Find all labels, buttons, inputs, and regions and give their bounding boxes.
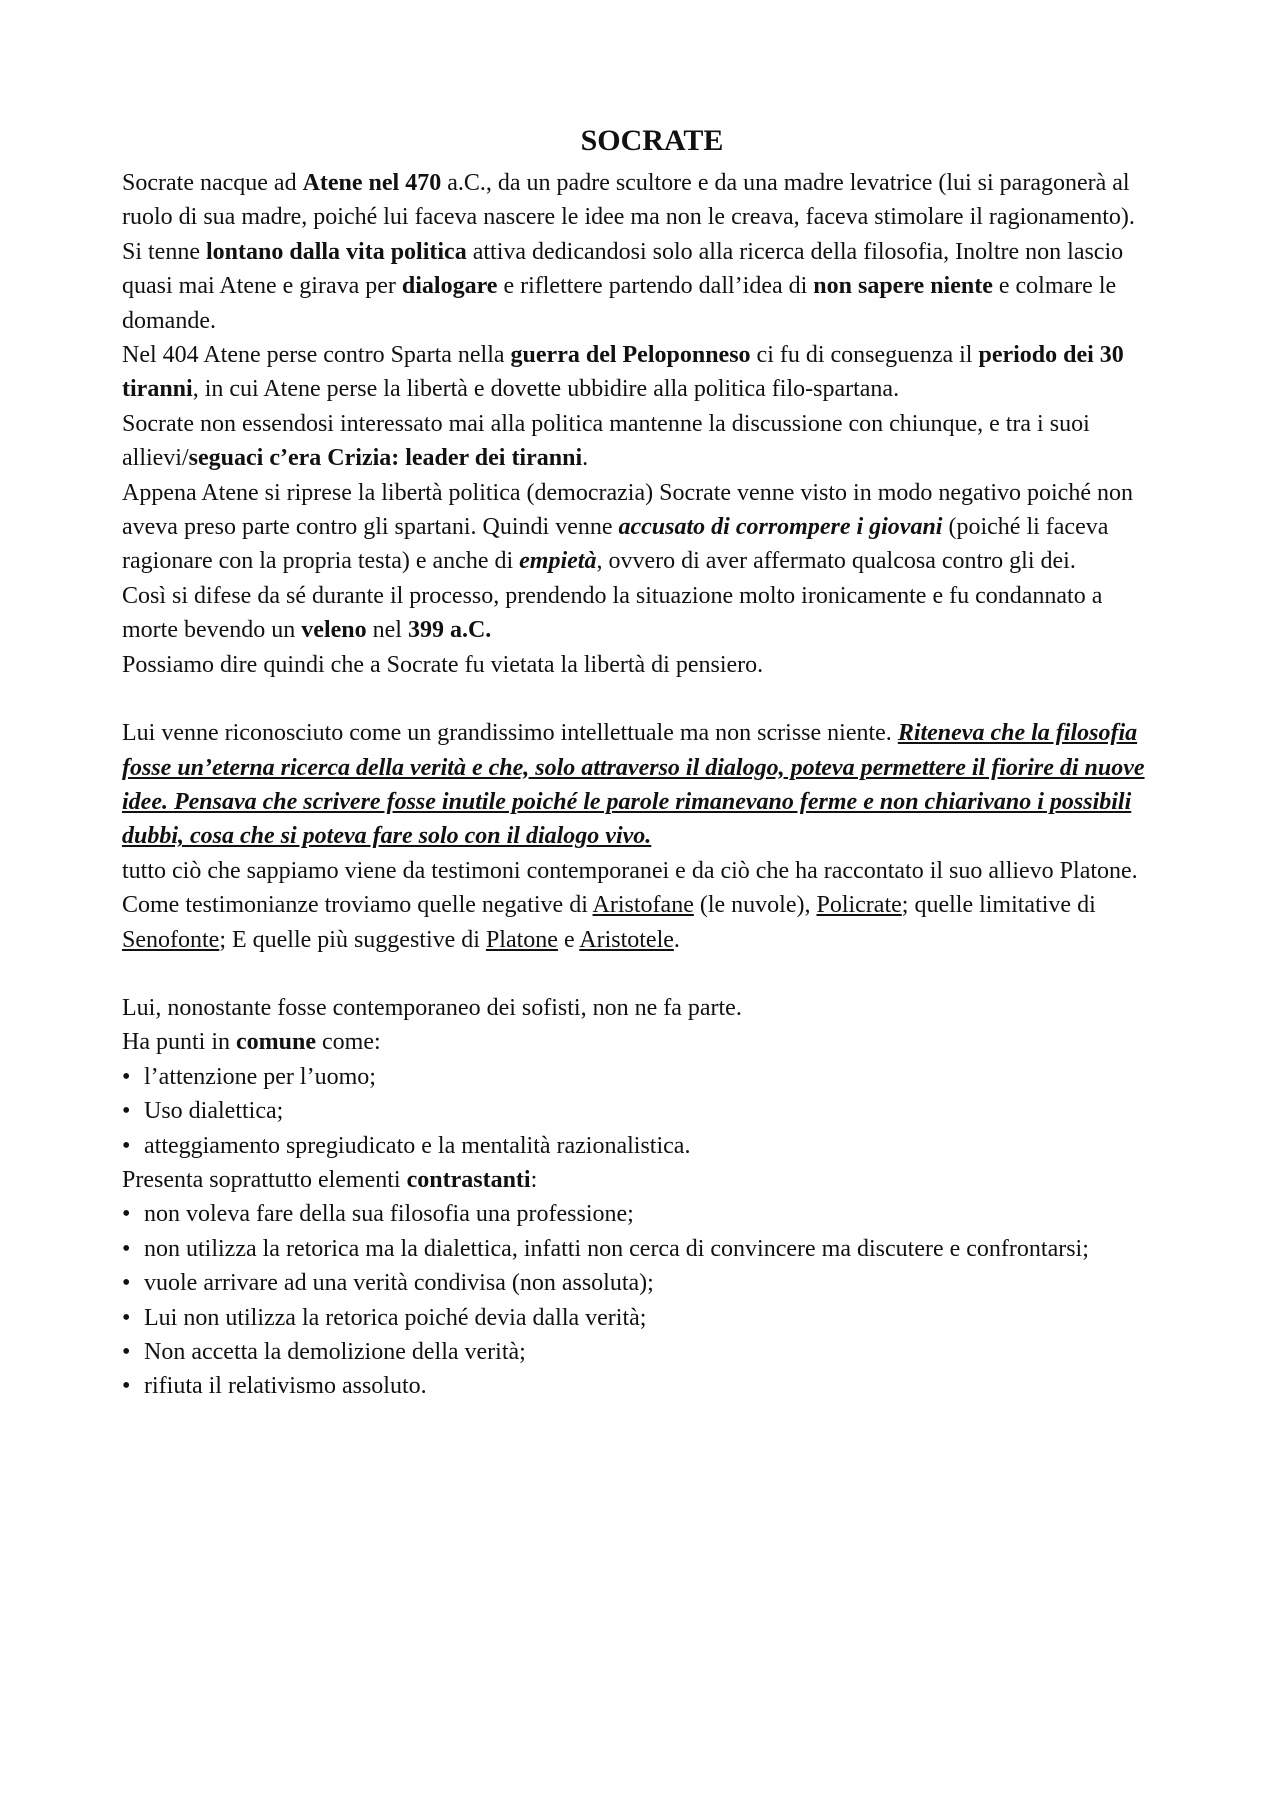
bold-text: 399 a.C. [407, 617, 492, 644]
underlined-name-platone: Platone [485, 926, 558, 953]
common-points-list [122, 1060, 1162, 1163]
paragraph-war: Nel 404 Atene perse contro Sparta nella guerra del Peloponneso ci fu di conseguenza il periodo dei 30 tiranni, in cui Atene perse la libertà e dovette ubbidire alla politica filo-spartana. [122, 342, 1124, 403]
bold-italic-underlined-text: Riteneva che la filosofia fosse un’eterna ricerca della verità e che, solo attraverso il dialogo, poteva permettere il fiorire di nuove idee. Pensava che scrivere fosse inutile poiché le parole rimanevano ferme e non chiarivano i possibili dubbi, cosa che si poteva fare solo con il dialogo vivo. [122, 720, 1145, 850]
paragraph-dialogue: Lui venne riconosciuto come un grandissimo intellettuale ma non scrisse niente. Riteneva che la filosofia fosse un’eterna ricerca della verità e che, solo attraverso il dialogo, poteva permettere il fiorire di nuove idee. Pensava che scrivere fosse inutile poiché le parole rimanevano ferme e non chiarivano i possibili dubbi, cosa che si poteva fare solo con il dialogo vivo. [122, 720, 1145, 850]
paragraph-contrast-intro: Presenta soprattutto elementi contrastanti: [122, 1166, 538, 1193]
paragraph-testimonies: Come testimonianze troviamo quelle negative di Aristofane (le nuvole), Policrate; quelle limitative di Senofonte; E quelle più suggestive di Platone e Aristotele. [122, 892, 1096, 953]
paragraph-sophists: Lui, nonostante fosse contemporaneo dei sofisti, non ne fa parte. [122, 994, 742, 1021]
paragraph-trial: Così si difese da sé durante il processo, prendendo la situazione molto ironicamente e fu condannato a morte bevendo un veleno nel 399 a.C. [122, 582, 1103, 644]
list-item: • Lui non utilizza la retorica poiché devia dalla verità; [122, 1301, 1162, 1335]
list-item: • rifiuta il relativismo assoluto. [122, 1369, 1162, 1403]
paragraph-sources: tutto ciò che sappiamo viene da testimoni contemporanei e da ciò che ha raccontato il suo allievo Platone. [122, 857, 1138, 884]
paragraph-politics: Si tenne lontano dalla vita politica attiva dedicandosi solo alla ricerca della filosofia, Inoltre non lascio quasi mai Atene e girava per dialogare e riflettere partendo dall’idea di non sapere niente e colmare le domande. [122, 238, 1124, 334]
list-item: • atteggiamento spregiudicato e la mentalità razionalistica. [122, 1129, 1162, 1163]
list-item: • vuole arrivare ad una verità condivisa (non assoluta); [122, 1266, 1162, 1300]
bold-text: guerra del Peloponneso [510, 342, 751, 369]
list-item: • non utilizza la retorica ma la dialettica, infatti non cerca di convincere ma discutere e confrontarsi; [122, 1232, 1162, 1266]
contrasting-points-list [122, 1197, 1162, 1403]
bold-text: Atene nel 470 [302, 170, 442, 196]
bold-text: periodo dei 30 tiranni [122, 342, 1124, 403]
paragraph-birth: Socrate nacque ad Atene nel 470 a.C., da un padre scultore e da una madre levatrice (lui si paragonerà al ruolo di sua madre, poiché lui faceva nascere le idee ma non le creava, faceva stimolare il ragionamento). [122, 170, 1135, 231]
underlined-name-aristofane: Aristofane [592, 892, 694, 919]
paragraph-common-intro: Ha punti in comune come: [122, 1029, 381, 1056]
bold-text: dialogare [401, 273, 498, 300]
underlined-name-policrate: Policrate [816, 892, 902, 919]
underlined-name-aristotele: Aristotele [579, 926, 674, 953]
paragraph-spacer [122, 957, 1162, 991]
paragraph-freedom: Possiamo dire quindi che a Socrate fu vietata la libertà di pensiero. [122, 651, 764, 678]
list-item: • l’attenzione per l’uomo; [122, 1060, 1162, 1094]
bold-italic-text: empietà [519, 548, 597, 575]
document-body [122, 118, 1162, 1404]
bold-text: comune [236, 1029, 316, 1056]
bold-italic-text: accusato di corrompere i giovani [618, 514, 943, 541]
list-item: • Uso dialettica; [122, 1094, 1162, 1128]
list-item: • Non accetta la demolizione della verità; [122, 1335, 1162, 1369]
bold-text: veleno [301, 617, 367, 644]
paragraph-accusation: Appena Atene si riprese la libertà politica (democrazia) Socrate venne visto in modo negativo poiché non aveva preso parte contro gli spartani. Quindi venne accusato di corrompere i giovani (poiché li faceva ragionare con la propria testa) e anche di empietà, ovvero di aver affermato qualcosa contro gli dei. [122, 479, 1133, 575]
paragraph-spacer [122, 682, 1162, 716]
bold-text: non sapere niente [813, 273, 993, 300]
bold-text: contrastanti [406, 1166, 531, 1193]
page-title: SOCRATE [580, 124, 724, 157]
bold-text: seguaci c’era Crizia: leader dei tiranni [188, 445, 583, 472]
underlined-name-senofonte: Senofonte [122, 926, 220, 953]
bold-text: lontano dalla vita politica [206, 238, 467, 265]
list-item: • non voleva fare della sua filosofia una professione; [122, 1197, 1162, 1231]
paragraph-disciples: Socrate non essendosi interessato mai alla politica mantenne la discussione con chiunque, e tra i suoi allievi/seguaci c’era Crizia: leader dei tiranni. [122, 410, 1090, 472]
